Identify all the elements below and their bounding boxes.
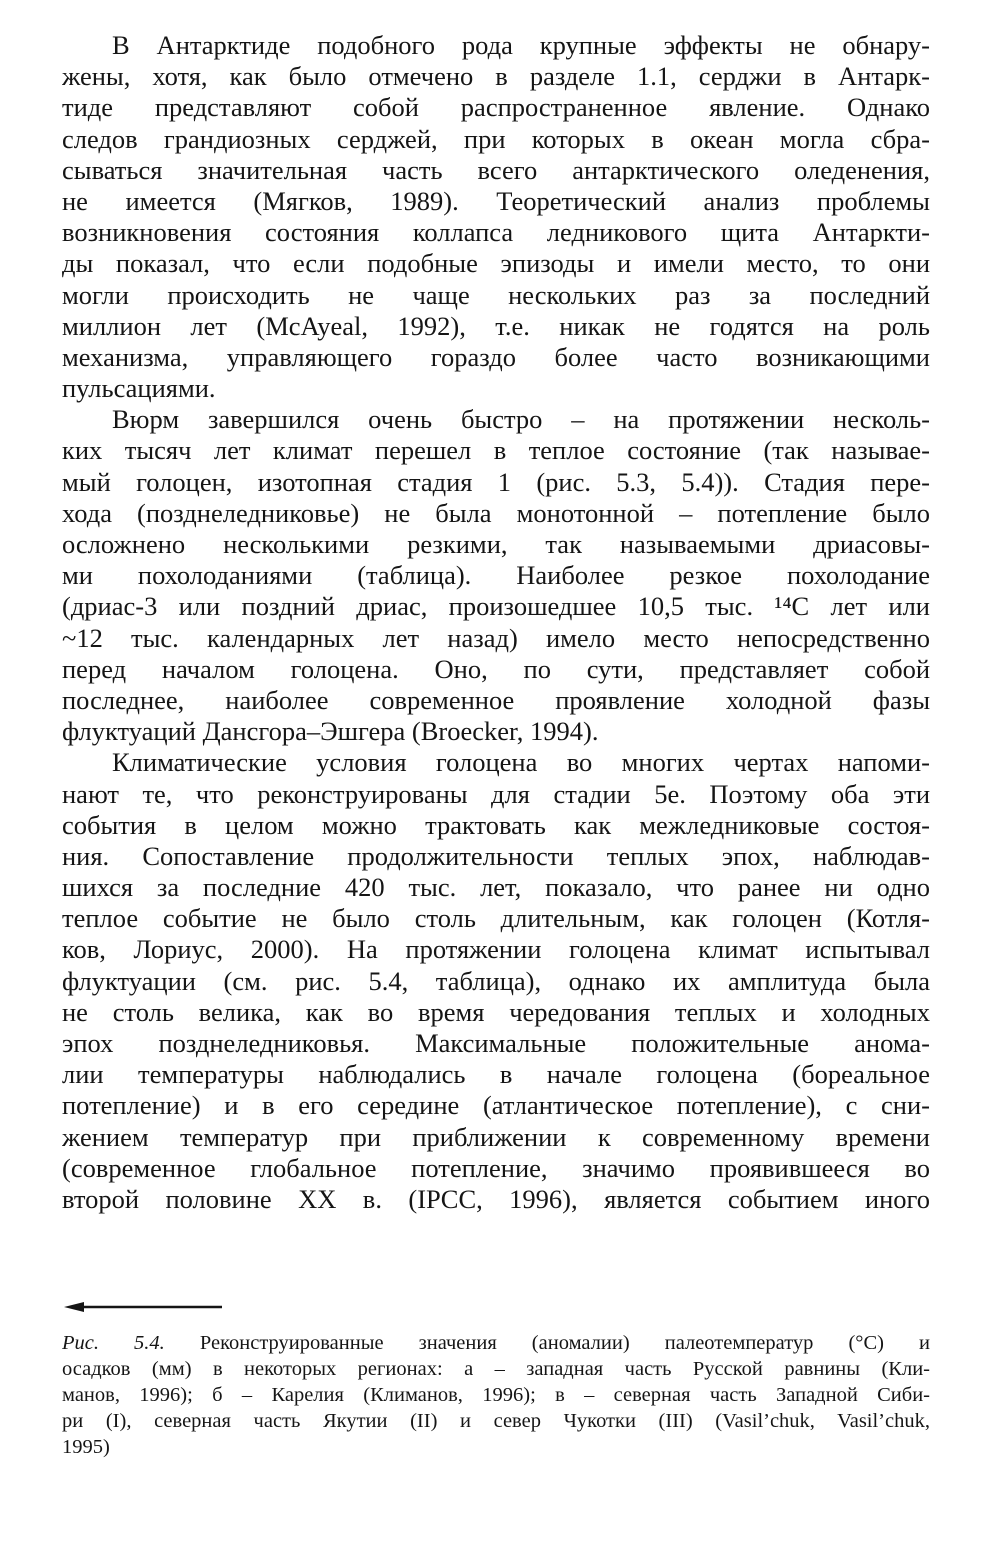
left-arrow-icon	[64, 1300, 224, 1314]
text-line: нают те, что реконструированы для стадии 5е. Поэтому оба эти	[62, 778, 930, 809]
text-line: ~12 тыс. календарных лет назад) имело место непосредственно	[62, 622, 930, 653]
text-line: (дриас-3 или поздний дриас, произошедшее 10,5 тыс. ¹⁴C лет или	[62, 591, 930, 622]
text-line: потепление) и в его середине (атлантическое потепление), с сни-	[62, 1090, 930, 1121]
caption-line	[62, 1330, 930, 1356]
paragraph-2	[62, 404, 930, 747]
text-line: события в целом можно трактовать как межледниковые состоя-	[62, 809, 930, 840]
text-line: ких тысяч лет климат перешел в теплое состояние (так называе-	[62, 435, 930, 466]
text-line: теплое событие не было столь длительным, как голоцен (Котля-	[62, 903, 930, 934]
text-line: эпох позднеледниковья. Максимальные положительные анома-	[62, 1028, 930, 1058]
text-line: могли происходить не чаще нескольких раз за последний	[62, 279, 930, 310]
text-line: осложнено несколькими резкими, так называемыми дриасовы-	[62, 529, 930, 559]
text-line: ми похолоданиями (таблица). Наиболее резкое похолодание	[62, 560, 930, 591]
text-line: следов грандиозных серджей, при которых в океан могла сбра-	[62, 123, 930, 154]
text-line: механизма, управляющего гораздо более часто возникающими	[62, 341, 930, 372]
text-line: Вюрм завершился очень быстро – на протяжении несколь-	[112, 404, 930, 435]
caption-label: Рис. 5.4.	[62, 1332, 165, 1354]
caption-line: 1995)	[62, 1436, 110, 1458]
paragraph-1	[62, 30, 930, 404]
text-line: ды показал, что если подобные эпизоды и имели место, то они	[62, 248, 930, 279]
text-line: второй половине XX в. (IPCC, 1996), является событием иного	[62, 1183, 930, 1214]
text-line: жением температур при приближении к современному времени	[62, 1121, 930, 1152]
text-line: не столь велика, как во время чередования теплых и холодных	[62, 996, 930, 1027]
caption-line: осадков (мм) в некоторых регионах: а – западная часть Русской равнины (Кли-	[62, 1358, 930, 1380]
text-line: миллион лет (McAyeal, 1992), т.е. никак не годятся на роль	[62, 310, 930, 341]
text-line: жены, хотя, как было отмечено в разделе 1.1, серджи в Антарк-	[62, 61, 930, 92]
text-line: ния. Сопоставление продолжительности теплых эпох, наблюдав-	[62, 840, 930, 871]
paragraph-3	[62, 747, 930, 1215]
caption-text: Реконструированные значения (аномалии) палеотемператур (°С) и	[199, 1332, 930, 1354]
text-line: флуктуаций Дансгора–Эшгера (Broecker, 1994).	[62, 716, 599, 747]
text-line: шихся за последние 420 тыс. лет, показало, что ранее ни одно	[62, 872, 930, 903]
caption-line: манов, 1996); б – Карелия (Климанов, 1996); в – северная часть Западной Сиби-	[62, 1384, 930, 1406]
text-line: мый голоцен, изотопная стадия 1 (рис. 5.3, 5.4)). Стадия пере-	[62, 466, 930, 497]
caption-line: ри (I), северная часть Якутии (II) и север Чукотки (III) (Vasil’chuk, Vasil’chuk,	[62, 1410, 930, 1432]
text-line: тиде представляют собой распространенное явление. Однако	[62, 92, 930, 123]
text-line: (современное глобальное потепление, значимо проявившееся во	[62, 1152, 930, 1183]
text-line: хода (позднеледниковье) не была монотонной – потепление было	[62, 497, 930, 528]
figure-caption	[62, 1330, 930, 1460]
text-line: В Антарктиде подобного рода крупные эффекты не обнару-	[112, 30, 930, 60]
text-line: последнее, наиболее современное проявление холодной фазы	[62, 684, 930, 715]
text-line: Климатические условия голоцена во многих чертах напоми-	[112, 747, 930, 778]
main-text	[62, 30, 930, 1215]
text-line: не имеется (Мягков, 1989). Теоретический анализ проблемы	[62, 185, 930, 216]
text-line: сываться значительная часть всего антарктического оледенения,	[62, 154, 930, 185]
text-line: пульсациями.	[62, 373, 216, 404]
text-line: флуктуации (см. рис. 5.4, таблица), однако их амплитуда была	[62, 965, 930, 996]
text-line: возникновения состояния коллапса ледникового щита Антаркти-	[62, 217, 930, 248]
text-line: ков, Лориус, 2000). На протяжении голоцена климат испытывал	[62, 934, 930, 965]
text-line: перед началом голоцена. Оно, по сути, представляет собой	[62, 653, 930, 684]
text-line: лии температуры наблюдались в начале голоцена (бореальное	[62, 1059, 930, 1090]
